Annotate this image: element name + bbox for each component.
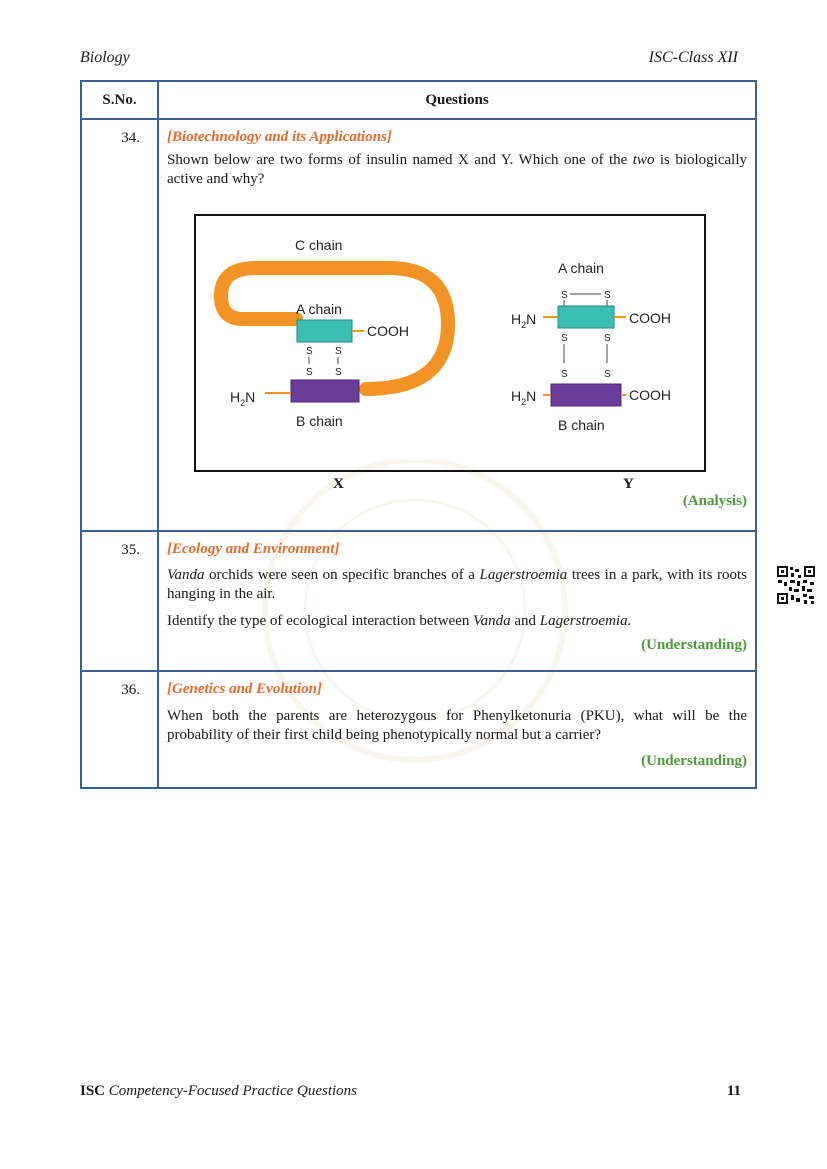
y-cooh-a-label: COOH — [629, 310, 671, 326]
insulin-figure — [167, 209, 749, 494]
x-b-chain — [291, 380, 359, 402]
y-h2n-b-label: $H_2N$ — [511, 388, 537, 407]
svg-text:S: S — [335, 367, 342, 378]
cognitive-level: (Understanding) — [641, 753, 747, 769]
qr-code-icon[interactable] — [776, 565, 816, 605]
y-cooh-b-label: COOH — [629, 387, 671, 403]
svg-text:S: S — [561, 333, 568, 344]
question-text: When both the parents are heterozygous for Phenylketonuria (PKU), what will be the probability of their first child being phenotypically normal but a carrier? — [167, 708, 747, 743]
col-header-sno: S.No. — [81, 81, 158, 119]
y-b-chain-label: B chain — [558, 417, 605, 433]
svg-text:S: S — [306, 346, 313, 357]
y-b-chain — [551, 384, 621, 406]
col-header-questions: Questions — [158, 81, 756, 119]
x-c-chain-label: C chain — [295, 237, 343, 253]
question-number: 35. — [81, 531, 158, 671]
y-a-chain-label: A chain — [558, 260, 604, 276]
footer-title: ISC Competency-Focused Practice Questions — [80, 1083, 358, 1099]
svg-text:S: S — [604, 333, 611, 344]
question-topic: [Genetics and Evolution] — [167, 681, 323, 697]
question-text: Identify the type of ecological interaction between Vanda and Lagerstroemia. — [167, 613, 632, 629]
question-text: Shown below are two forms of insulin named X and Y. Which one of the two is biologically active and why? — [167, 152, 747, 187]
question-cell — [158, 531, 756, 671]
header-subject: Biology — [80, 49, 130, 66]
x-cooh-label: COOH — [367, 323, 409, 339]
questions-table — [80, 80, 757, 789]
svg-text:S: S — [335, 346, 342, 357]
x-a-chain-label: A chain — [296, 301, 342, 317]
question-topic: [Biotechnology and its Applications] — [167, 129, 392, 145]
figure-label-x: X — [333, 476, 344, 492]
question-row-36 — [81, 671, 756, 788]
y-a-chain — [558, 306, 614, 328]
question-cell — [158, 671, 756, 788]
insulin-diagram-frame — [194, 214, 706, 472]
svg-text:S: S — [561, 369, 568, 380]
x-b-chain-label: B chain — [296, 413, 343, 429]
question-topic: [Ecology and Environment] — [167, 541, 340, 557]
x-a-chain — [297, 320, 352, 342]
svg-text:S: S — [561, 290, 568, 301]
question-cell — [158, 119, 756, 531]
svg-text:S: S — [604, 290, 611, 301]
x-h2n-label: $H_2N$ — [230, 389, 256, 408]
question-row-34 — [81, 119, 756, 531]
figure-label-y: Y — [623, 476, 634, 492]
question-number: 36. — [81, 671, 158, 788]
question-text: Vanda orchids were seen on specific branches of a Lagerstroemia trees in a park, with its roots hanging in the air. — [167, 567, 747, 602]
svg-text:S: S — [306, 367, 313, 378]
cognitive-level: (Understanding) — [641, 637, 747, 653]
page-number: 11 — [726, 1083, 741, 1099]
svg-text:S: S — [604, 369, 611, 380]
y-h2n-a-label: $H_2N$ — [511, 311, 537, 330]
question-number: 34. — [81, 119, 158, 531]
table-header-row — [81, 81, 756, 119]
cognitive-level: (Analysis) — [682, 493, 747, 509]
header-class: ISC-Class XII — [648, 49, 738, 66]
question-row-35 — [81, 531, 756, 671]
insulin-diagram — [196, 216, 704, 470]
